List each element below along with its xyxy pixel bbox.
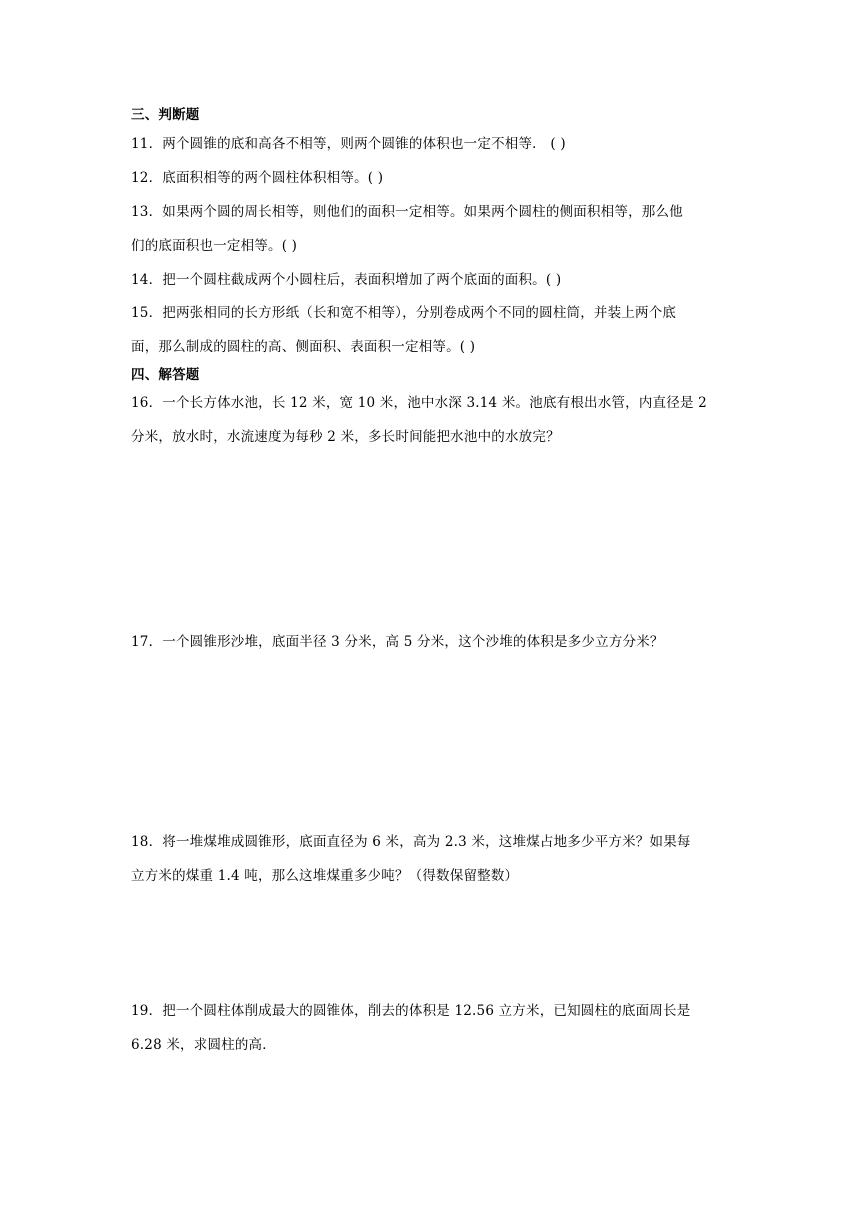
question-13-line-1: 13．如果两个圆的周长相等，则他们的面积一定相等。如果两个圆柱的侧面积相等，那么他 xyxy=(131,204,683,220)
question-16-line-1: 16．一个长方体水池，长 12 米，宽 10 米，池中水深 3.14 米。池底有根出水管，内直径是 2 xyxy=(131,395,707,411)
question-12: 12．底面积相等的两个圆柱体积相等。( ) xyxy=(131,170,384,186)
question-18-line-1: 18．将一堆煤堆成圆锥形，底面直径为 6 米，高为 2.3 米，这堆煤占地多少平方米？如果每 xyxy=(131,834,691,850)
section-heading-judgment: 三、判断题 xyxy=(131,107,200,123)
question-17: 17．一个圆锥形沙堆，底面半径 3 分米，高 5 分米，这个沙堆的体积是多少立方分米？ xyxy=(131,634,664,650)
section-heading-answer: 四、解答题 xyxy=(131,367,200,383)
question-11: 11．两个圆锥的底和高各不相等，则两个圆锥的体积也一定不相等． ( ) xyxy=(131,136,566,152)
question-15-line-1: 15．把两张相同的长方形纸（长和宽不相等），分别卷成两个不同的圆柱筒，并装上两个底 xyxy=(131,305,677,321)
question-14: 14．把一个圆柱截成两个小圆柱后，表面积增加了两个底面的面积。( ) xyxy=(131,272,562,288)
question-19-line-2: 6.28 米，求圆柱的高． xyxy=(131,1037,276,1053)
question-13-line-2: 们的底面积也一定相等。( ) xyxy=(131,238,298,254)
question-15-line-2: 面，那么制成的圆柱的高、侧面积、表面积一定相等。( ) xyxy=(131,339,476,355)
question-18-line-2: 立方米的煤重 1.4 吨，那么这堆煤重多少吨？（得数保留整数） xyxy=(131,868,519,884)
question-16-line-2: 分米，放水时，水流速度为每秒 2 米，多长时间能把水池中的水放完？ xyxy=(131,429,560,445)
question-19-line-1: 19．把一个圆柱体削成最大的圆锥体，削去的体积是 12.56 立方米，已知圆柱的底面周长是 xyxy=(131,1003,691,1019)
